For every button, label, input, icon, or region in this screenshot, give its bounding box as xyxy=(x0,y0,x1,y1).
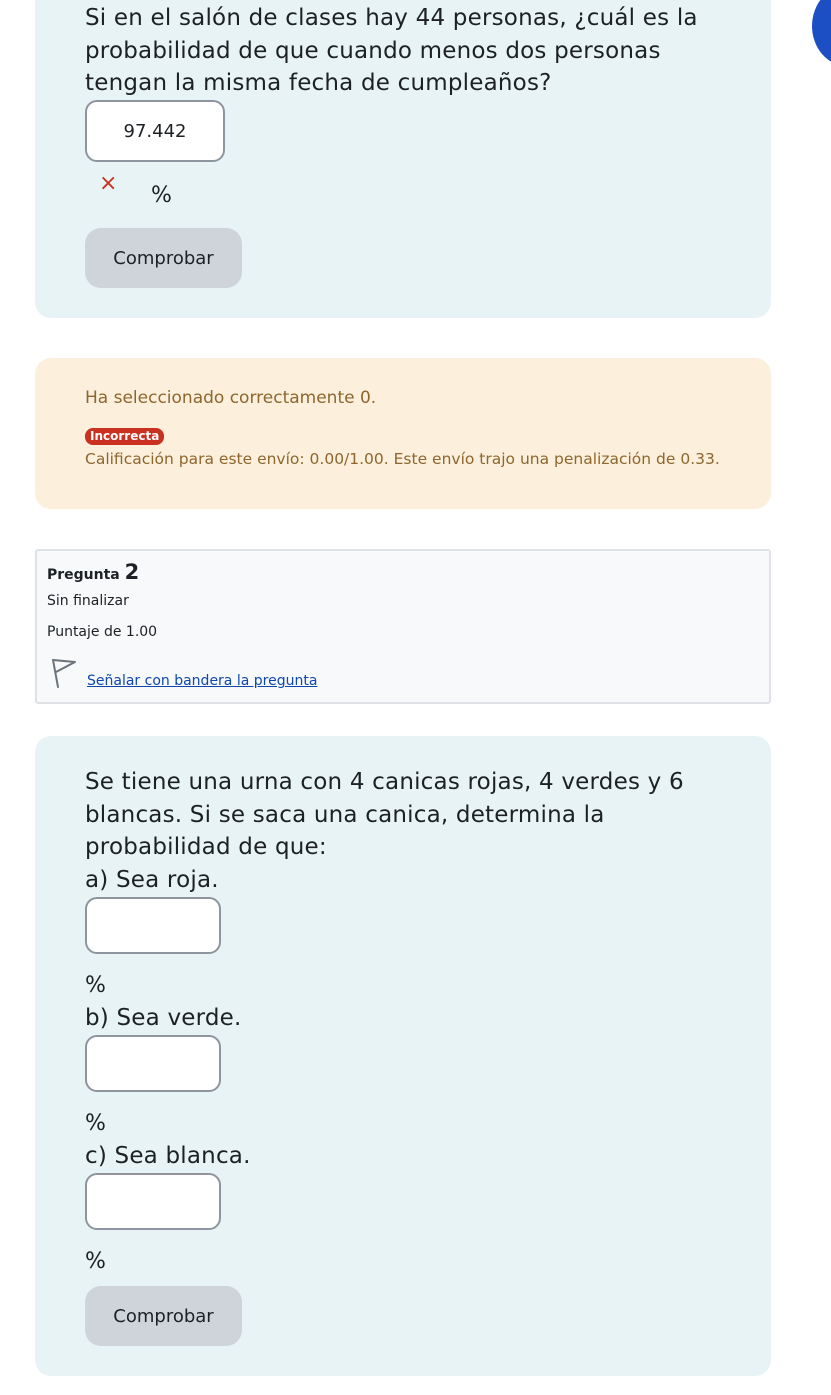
question-number xyxy=(47,560,139,584)
part-a-input[interactable] xyxy=(85,897,221,954)
part-c-input[interactable] xyxy=(85,1173,221,1230)
question-2-formulation xyxy=(35,736,771,1376)
floating-action-button[interactable] xyxy=(812,0,831,66)
question-1-unit: % xyxy=(151,183,172,208)
part-c-unit: % xyxy=(85,1249,106,1274)
part-b-unit: % xyxy=(85,1111,106,1136)
part-b-input[interactable] xyxy=(85,1035,221,1092)
question-1-answer-input[interactable] xyxy=(85,100,225,162)
part-b-label: b) Sea verde. xyxy=(85,1005,242,1031)
question-number-value: 2 xyxy=(124,560,140,584)
question-2-check-button[interactable]: Comprobar xyxy=(85,1286,242,1346)
feedback-message: Ha seleccionado correctamente 0. xyxy=(85,388,377,408)
incorrect-x-icon: × xyxy=(99,171,118,196)
question-1-text: Si en el salón de clases hay 44 personas, ¿cuál es la probabilidad de que cuando menos dos personas tengan la misma fecha de cumpleaños? xyxy=(85,5,698,96)
part-a-label: a) Sea roja. xyxy=(85,867,219,893)
question-2-info xyxy=(35,549,771,704)
flag-question-link[interactable]: Señalar con bandera la pregunta xyxy=(87,673,318,689)
question-1-feedback xyxy=(35,358,771,509)
question-1-check-button[interactable]: Comprobar xyxy=(85,228,242,288)
submission-grade: Calificación para este envío: 0.00/1.00. Este envío trajo una penalización de 0.33. xyxy=(85,450,720,468)
question-2-text: Se tiene una urna con 4 canicas rojas, 4 verdes y 6 blancas. Si se saca una canica, determina la probabilidad de que: xyxy=(85,769,684,860)
question-label: Pregunta xyxy=(47,567,120,583)
question-state: Sin finalizar xyxy=(47,593,129,609)
part-a-unit: % xyxy=(85,973,106,998)
flag-outline-icon[interactable] xyxy=(49,657,77,689)
incorrect-badge: Incorrecta xyxy=(85,428,164,445)
part-c-label: c) Sea blanca. xyxy=(85,1143,251,1169)
question-max-grade: Puntaje de 1.00 xyxy=(47,624,158,640)
question-1-formulation xyxy=(35,0,771,318)
